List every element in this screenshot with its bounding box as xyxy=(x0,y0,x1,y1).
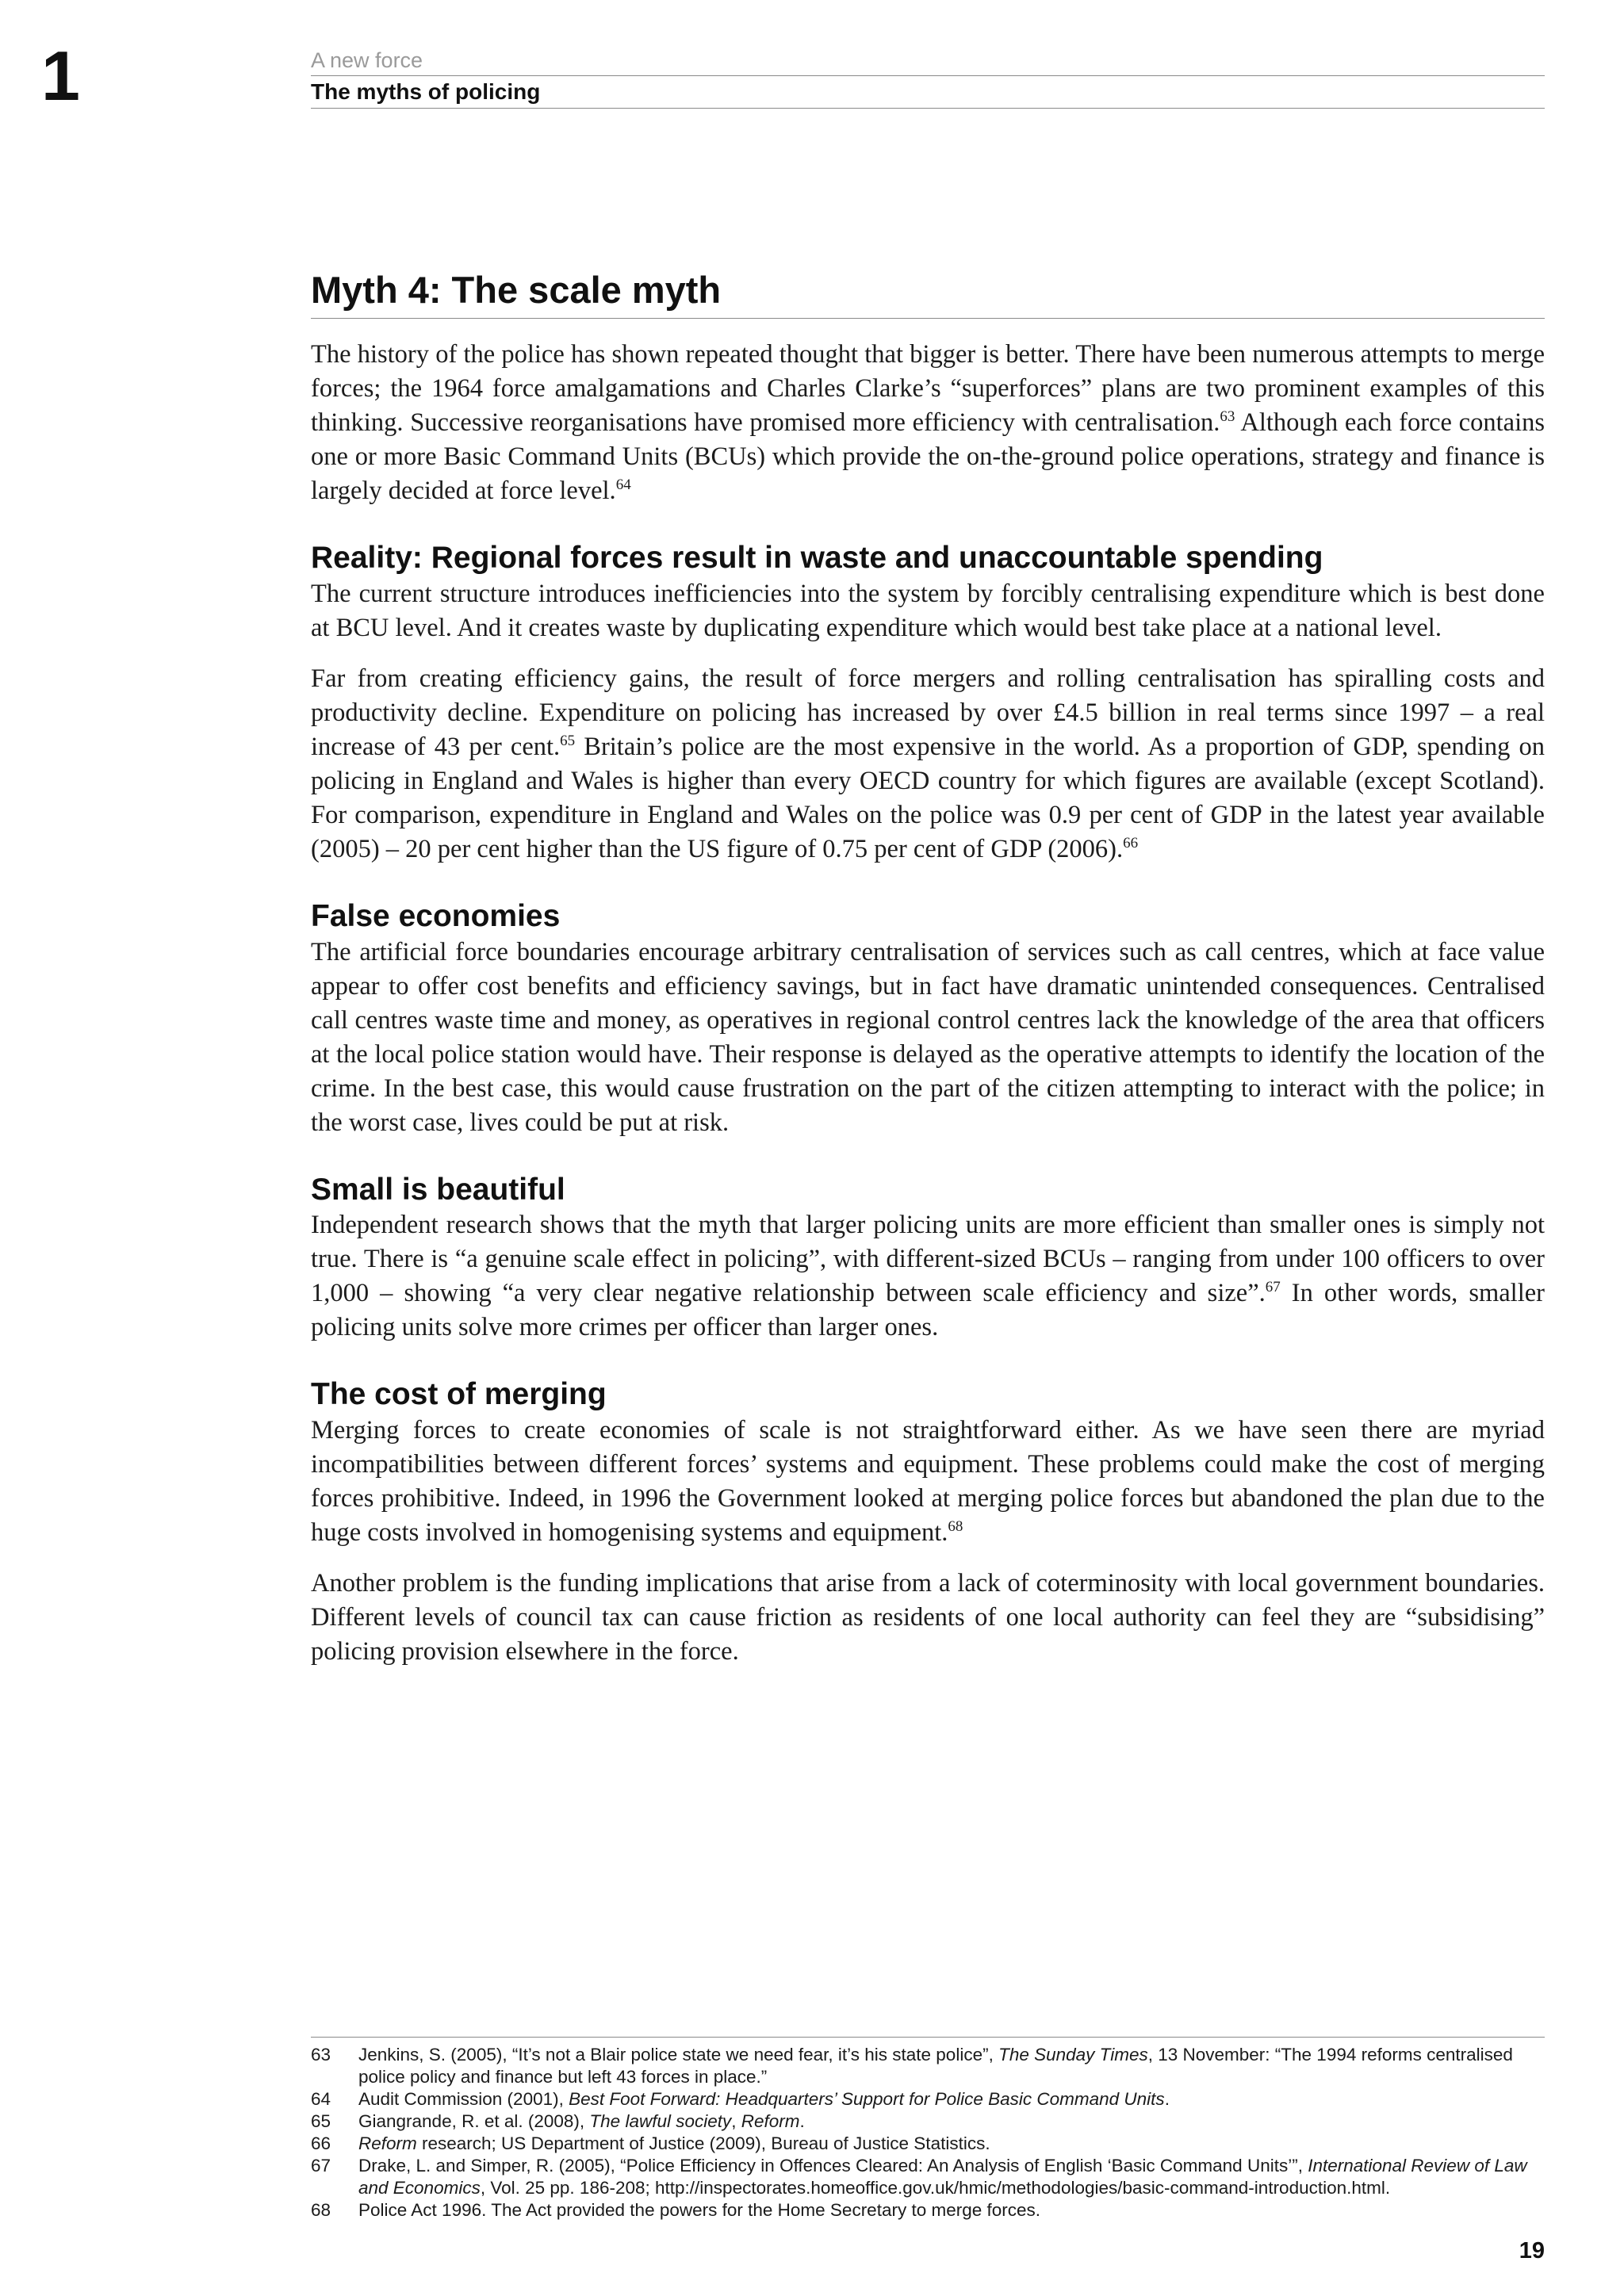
page-number: 19 xyxy=(1519,2238,1545,2263)
footnote-number: 64 xyxy=(311,2089,331,2109)
intro-paragraph: The history of the police has shown repeated thought that bigger is better. There have been numerous attempts to merge forces; the 1964 force amalgamations and Charles Clarke’s “superforces” plans are two prominent examples of this thinking. Successive reorganisations have promised more efficiency with centralisation.$^{63}$ Although each force contains one or more Basic Command Units (BCUs) which provide the on-the-ground police operations, strategy and finance is largely decided at force level.$^{64}$ xyxy=(311,340,1545,505)
footnote-ref: 64 xyxy=(615,476,631,493)
footnote-text: Drake, L. and Simper, R. (2005), “Police Efficiency in Offences Cleared: An Analysis of English ‘Basic Command Units’”, International Review of Law and Economics, Vol. 25 pp. 186-208; http://inspectorates.homeoffice.gov.uk/hmic/methodologies/basic-command-introduction.html. xyxy=(358,2156,1527,2198)
false-economies-paragraph: The artificial force boundaries encourage arbitrary centralisation of services such as call centres, which at face value appear to offer cost benefits and efficiency savings, but in fact have dramatic unintended consequences. Centralised call centres waste time and money, as operatives in regional control centres lack the knowledge of the area that officers at the local police station would have. Their response is delayed as the operative attempts to identify the location of the crime. In the best case, this would cause frustration on the part of the citizen attempting to interact with the police; in the worst case, lives could be put at risk. xyxy=(311,937,1545,1137)
footnote-ref: 68 xyxy=(948,1518,963,1536)
footnote-text: Jenkins, S. (2005), “It’s not a Blair police state we need fear, it’s his state police”, The Sunday Times, 13 November: “The 1994 reforms centralised police policy and finance but left 43 forces in place.” xyxy=(358,2045,1513,2087)
reality-paragraph-2: Far from creating efficiency gains, the result of force mergers and rolling centralisation has spiralling costs and productivity decline. Expenditure on policing has increased by over £4.5 billion in real terms since 1997 – a real increase of 43 per cent.$^{65}$ Britain’s police are the most expensive in the world. As a proportion of GDP, spending on policing in England and Wales is higher than every OECD country for which figures are available (except Scotland). For comparison, expenditure in England and Wales on the police was 0.9 per cent of GDP in the latest year available (2005) – 20 per cent higher than the US figure of 0.75 per cent of GDP (2006).$^{66}$ xyxy=(311,664,1545,863)
section-heading-cost-of-merging: The cost of merging xyxy=(311,1377,607,1412)
footnote xyxy=(311,2133,1545,2155)
footnote-ref: 65 xyxy=(560,732,576,749)
footnote-text: Giangrande, R. et al. (2008), The lawful society, Reform. xyxy=(358,2111,805,2131)
footnote-number: 68 xyxy=(311,2200,331,2220)
footnote-number: 66 xyxy=(311,2133,331,2153)
footnote xyxy=(311,2044,1545,2088)
running-head-section: A new force xyxy=(311,49,1545,76)
footnote-ref: 63 xyxy=(1220,408,1235,425)
footnotes xyxy=(311,2037,1545,2221)
footnote-number: 63 xyxy=(311,2045,331,2064)
footnote xyxy=(311,2155,1545,2199)
footnote-number: 65 xyxy=(311,2111,331,2131)
small-is-beautiful-paragraph: Independent research shows that the myth that larger policing units are more efficient than smaller ones is simply not true. There is “a genuine scale effect in policing”, with different-sized BCUs – ranging from under 100 officers to over 1,000 – showing “a very clear negative relationship between scale efficiency and size”.$^{67}$ In other words, smaller policing units solve more crimes per officer than larger ones. xyxy=(311,1211,1545,1342)
footnote-ref: 66 xyxy=(1123,834,1139,851)
footnote-text: Reform research; US Department of Justice (2009), Bureau of Justice Statistics. xyxy=(358,2133,990,2153)
cost-of-merging-paragraph-1: Merging forces to create economies of scale is not straightforward either. As we have seen there are myriad incompatibilities between different forces’ systems and equipment. These problems could make the cost of merging forces prohibitive. Indeed, in 1996 the Government looked at merging police forces but abandoned the plan due to the huge costs involved in homogenising systems and equipment.$^{68}$ xyxy=(311,1416,1545,1548)
section-heading-small-is-beautiful: Small is beautiful xyxy=(311,1172,565,1207)
main-content xyxy=(311,268,1545,1669)
chapter-number: 1 xyxy=(41,36,80,115)
footnote-text: Audit Commission (2001), Best Foot Forward: Headquarters’ Support for Police Basic Command Units. xyxy=(358,2089,1170,2109)
section-heading-false-economies: False economies xyxy=(311,898,561,933)
running-head-title: The myths of policing xyxy=(311,76,1545,109)
reality-paragraph-1: The current structure introduces inefficiencies into the system by forcibly centralising expenditure which is best done at BCU level. And it creates waste by duplicating expenditure which would best take place at a national level. xyxy=(311,579,1545,642)
footnote-number: 67 xyxy=(311,2156,331,2175)
page-title: Myth 4: The scale myth xyxy=(311,268,1545,319)
footnote-ref: 67 xyxy=(1265,1279,1281,1296)
footnote xyxy=(311,2110,1545,2133)
running-head xyxy=(311,49,1545,109)
footnote xyxy=(311,2199,1545,2221)
footnote-text: Police Act 1996. The Act provided the powers for the Home Secretary to merge forces. xyxy=(358,2200,1041,2220)
section-heading-reality: Reality: Regional forces result in waste and unaccountable spending xyxy=(311,541,1323,575)
footnote xyxy=(311,2088,1545,2110)
cost-of-merging-paragraph-2: Another problem is the funding implications that arise from a lack of coterminosity with local government boundaries. Different levels of council tax can cause friction as residents of one local authority can feel they are “subsidising” policing provision elsewhere in the force. xyxy=(311,1569,1545,1667)
